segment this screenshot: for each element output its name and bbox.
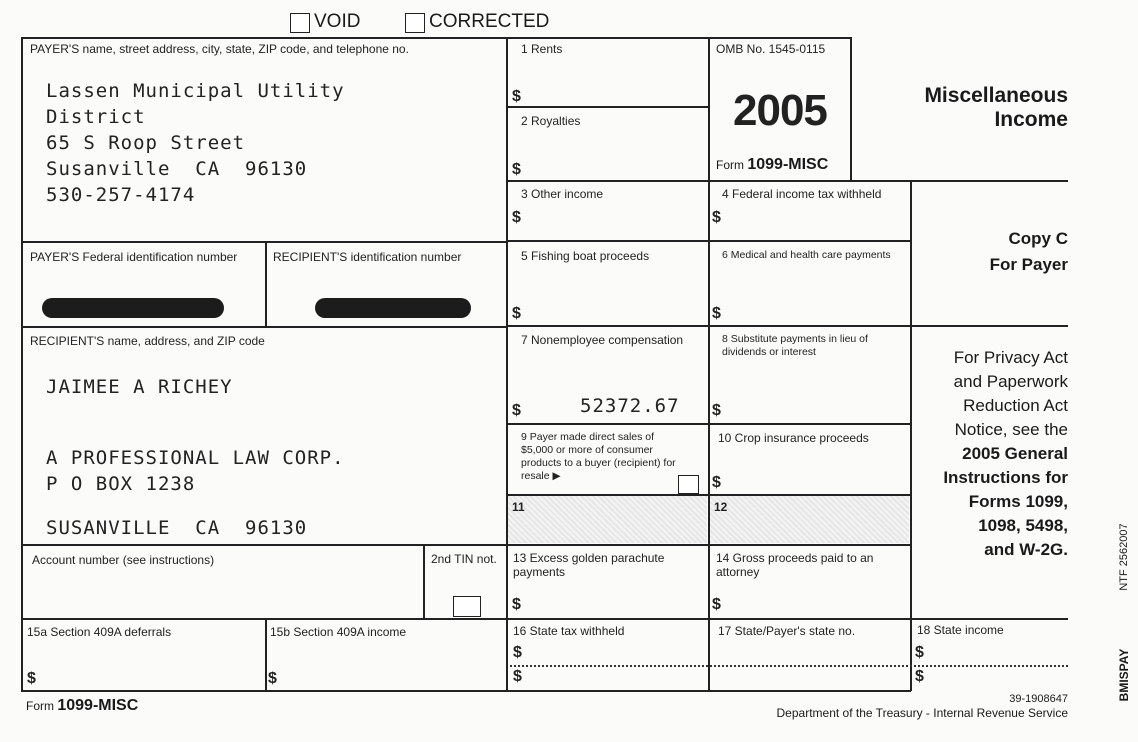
recipient-label: RECIPIENT'S name, address, and ZIP code xyxy=(30,334,265,348)
grid-line xyxy=(708,37,710,691)
privacy-line-1: For Privacy Act xyxy=(953,348,1068,367)
box-7-label: 7 Nonemployee compensation xyxy=(521,333,684,347)
side-code-bmispay: BMISPAY xyxy=(1117,648,1131,702)
box-15b-dollar: $ xyxy=(268,670,277,687)
box-9-checkbox[interactable] xyxy=(678,475,699,494)
form-title xyxy=(868,84,1068,132)
grid-line xyxy=(21,618,1068,620)
box-4-dollar: $ xyxy=(712,209,721,226)
grid-line xyxy=(21,37,851,39)
grid-line xyxy=(506,240,910,242)
form-number: 1099-MISC xyxy=(747,156,829,173)
box-2-label: 2 Royalties xyxy=(521,114,581,128)
side-code-ntf: NTF 2562007 xyxy=(1118,523,1130,591)
box-4-label: 4 Federal income tax withheld xyxy=(722,187,882,201)
omb-number: OMB No. 1545-0115 xyxy=(716,42,826,56)
footer-cat-number: 39-1908647 xyxy=(1009,693,1068,705)
box-8-label: 8 Substitute payments in lieu of dividends or interest xyxy=(722,333,868,358)
box-1-dollar: $ xyxy=(512,88,521,105)
privacy-line-9: and W-2G. xyxy=(984,540,1068,559)
box-6-label: 6 Medical and health care payments xyxy=(722,249,891,261)
grid-line xyxy=(506,544,910,546)
grid-line xyxy=(506,106,708,108)
privacy-line-8: 1098, 5498, xyxy=(978,516,1068,535)
grid-line xyxy=(423,544,425,618)
grid-line xyxy=(850,37,852,180)
second-tin-label: 2nd TIN not. xyxy=(431,552,497,566)
state-divider-dotted xyxy=(510,665,1068,667)
privacy-line-4: Notice, see the xyxy=(954,420,1068,439)
footer-form-word: Form xyxy=(26,699,54,713)
box-12-label: 12 xyxy=(714,500,728,514)
grid-line xyxy=(506,180,1068,182)
grid-line xyxy=(21,326,506,328)
payer-line-2: District xyxy=(46,106,146,128)
payer-line-1: Lassen Municipal Utility xyxy=(46,80,345,102)
grid-line xyxy=(21,37,23,692)
box-7-amount: 52372.67 xyxy=(580,395,680,417)
box-14-dollar: $ xyxy=(712,596,721,613)
payer-line-4: Susanville CA 96130 xyxy=(46,158,308,180)
grid-line xyxy=(21,690,911,692)
account-number-label: Account number (see instructions) xyxy=(32,553,215,567)
box-17-label: 17 State/Payer's state no. xyxy=(718,624,856,638)
box-16-dollar-1: $ xyxy=(513,644,522,661)
grid-line xyxy=(21,544,506,546)
corrected-checkbox[interactable] xyxy=(405,13,425,33)
box-18-dollar-1: $ xyxy=(915,644,924,661)
box-16-label: 16 State tax withheld xyxy=(513,624,625,638)
grid-line xyxy=(21,241,506,243)
box-3-label: 3 Other income xyxy=(521,187,604,201)
form-word: Form xyxy=(716,158,744,172)
box-15b-label: 15b Section 409A income xyxy=(270,625,407,639)
box-13-label: 13 Excess golden parachute payments xyxy=(513,551,665,579)
grid-line xyxy=(506,325,1068,327)
recipient-line-1: A PROFESSIONAL LAW CORP. xyxy=(46,447,345,469)
footer-department: Department of the Treasury - Internal Revenue Service xyxy=(776,706,1068,720)
box-10-label: 10 Crop insurance proceeds xyxy=(718,431,869,445)
payer-federal-id-label: PAYER'S Federal identification number xyxy=(30,250,238,264)
grid-line xyxy=(265,618,267,691)
tax-year xyxy=(733,86,827,136)
box-3-dollar: $ xyxy=(512,209,521,226)
box-18-label: 18 State income xyxy=(917,623,1004,637)
payer-federal-id-redacted xyxy=(42,298,224,318)
box-14-label: 14 Gross proceeds paid to an attorney xyxy=(716,551,874,579)
box-13-dollar: $ xyxy=(512,596,521,613)
void-checkbox[interactable] xyxy=(290,13,310,33)
payer-line-3: 65 S Roop Street xyxy=(46,132,246,154)
footer-form-number: 1099-MISC xyxy=(57,697,139,714)
payer-line-5: 530-257-4174 xyxy=(46,184,196,206)
form-title-line-1: Miscellaneous xyxy=(924,84,1068,107)
payer-label: PAYER'S name, street address, city, state, ZIP code, and telephone no. xyxy=(30,42,409,56)
box-15a-dollar: $ xyxy=(27,670,36,687)
box-12-shaded xyxy=(710,496,909,543)
grid-line xyxy=(265,241,267,326)
privacy-line-2: and Paperwork xyxy=(953,372,1068,391)
box-10-dollar: $ xyxy=(712,474,721,491)
grid-line xyxy=(506,423,910,425)
privacy-line-6: Instructions for xyxy=(943,468,1068,487)
box-1-label: 1 Rents xyxy=(521,42,563,56)
box-18-dollar-2: $ xyxy=(915,668,924,685)
privacy-line-3: Reduction Act xyxy=(963,396,1068,415)
box-2-dollar: $ xyxy=(512,161,521,178)
footer-form-name xyxy=(26,697,138,715)
recipient-name: JAIMEE A RICHEY xyxy=(46,376,233,398)
corrected-label: CORRECTED xyxy=(429,11,550,32)
box-9-label: 9 Payer made direct sales of $5,000 or more of consumer products to a buyer (recipient) for resale ▶ xyxy=(521,431,676,482)
tax-year-text: 2005 xyxy=(733,86,827,135)
box-11-shaded xyxy=(508,496,707,543)
box-16-dollar-2: $ xyxy=(513,668,522,685)
form-title-line-2: Income xyxy=(994,108,1068,131)
second-tin-checkbox[interactable] xyxy=(453,596,481,617)
box-11-label: 11 xyxy=(512,500,525,514)
box-15a-label: 15a Section 409A deferrals xyxy=(27,625,172,639)
form-name-top xyxy=(716,156,828,174)
privacy-line-5: 2005 General xyxy=(962,444,1068,463)
recipient-id-label: RECIPIENT'S identification number xyxy=(273,250,462,264)
void-label: VOID xyxy=(314,11,361,32)
box-7-dollar: $ xyxy=(512,402,521,419)
copy-c-line-1: Copy C xyxy=(1008,229,1068,248)
grid-line xyxy=(506,37,508,691)
recipient-line-4: SUSANVILLE CA 96130 xyxy=(46,517,308,539)
box-6-dollar: $ xyxy=(712,305,721,322)
box-5-label: 5 Fishing boat proceeds xyxy=(521,249,650,263)
privacy-line-7: Forms 1099, xyxy=(968,492,1068,511)
recipient-id-redacted xyxy=(315,298,471,318)
recipient-line-2: P O BOX 1238 xyxy=(46,473,196,495)
copy-c-line-2: For Payer xyxy=(989,255,1068,274)
box-5-dollar: $ xyxy=(512,305,521,322)
box-8-dollar: $ xyxy=(712,402,721,419)
